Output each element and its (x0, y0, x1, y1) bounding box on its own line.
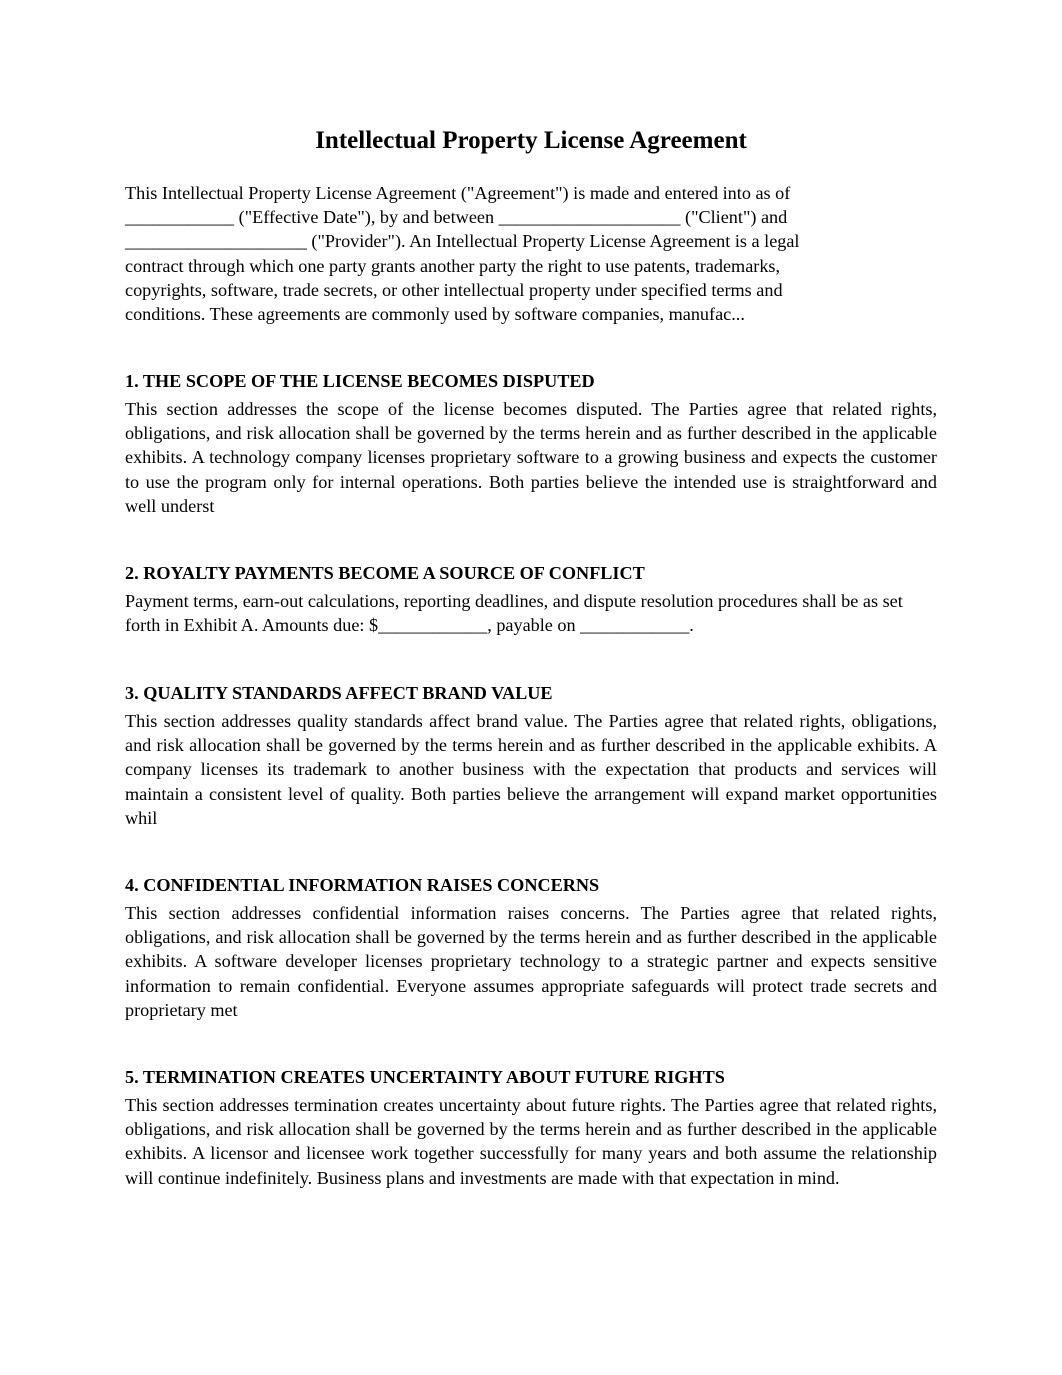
section-4-body: This section addresses confidential information raises concerns. The Parties agree that related rights, obligations, and risk allocation shall be governed by the terms herein and as further described in the applicable exhibits. A software developer licenses proprietary technology to a strategic partner and expects sensitive information to remain confidential. Everyone assumes appropriate safeguards will protect trade secrets and proprietary met (125, 903, 937, 1020)
section-1-body: This section addresses the scope of the license becomes disputed. The Parties agree that related rights, obligations, and risk allocation shall be governed by the terms herein and as further described in the applicable exhibits. A technology company licenses proprietary software to a growing business and expects the customer to use the program only for internal operations. Both parties believe the intended use is straightforward and well underst (125, 399, 937, 516)
intro-line: ____________________ ("Provider"). An Intellectual Property License Agreement is a legal (125, 231, 800, 252)
intro-line: copyrights, software, trade secrets, or other intellectual property under specified terms and (125, 279, 783, 300)
section-2-heading: 2. ROYALTY PAYMENTS BECOME A SOURCE OF CONFLICT (125, 563, 645, 583)
section-1-heading: 1. THE SCOPE OF THE LICENSE BECOMES DISPUTED (125, 371, 595, 391)
section-3-body: This section addresses quality standards affect brand value. The Parties agree that related rights, obligations, and risk allocation shall be governed by the terms herein and as further described in the applicable exhibits. A company licenses its trademark to another business with the expectation that products and services will maintain a consistent level of quality. Both parties believe the arrangement will expand market opportunities whil (125, 711, 937, 828)
section-3-heading: 3. QUALITY STANDARDS AFFECT BRAND VALUE (125, 683, 553, 703)
intro-line: ____________ ("Effective Date"), by and between ____________________ ("Client") and (125, 207, 788, 228)
section-5-heading: 5. TERMINATION CREATES UNCERTAINTY ABOUT FUTURE RIGHTS (125, 1067, 725, 1087)
section-2-body: Payment terms, earn-out calculations, reporting deadlines, and dispute resolution procedures shall be as set forth in Exhibit A. Amounts due: $____________, payable on ____________. (125, 591, 903, 636)
section-5-body: This section addresses termination creates uncertainty about future rights. The Parties agree that related rights, obligations, and risk allocation shall be governed by the terms herein and as further described in the applicable exhibits. A licensor and licensee work together successfully for many years and both assume the relationship will continue indefinitely. Business plans and investments are made with that expectation in mind. (125, 1095, 937, 1188)
intro-paragraph (125, 181, 937, 326)
document-title: Intellectual Property License Agreement (315, 127, 747, 154)
intro-line: This Intellectual Property License Agreement ("Agreement") is made and entered into as of (125, 183, 791, 203)
intro-line: conditions. These agreements are commonly used by software companies, manufac... (125, 304, 745, 325)
section-4-heading: 4. CONFIDENTIAL INFORMATION RAISES CONCERNS (125, 875, 600, 895)
intro-line: contract through which one party grants another party the right to use patents, trademarks, (125, 255, 781, 276)
